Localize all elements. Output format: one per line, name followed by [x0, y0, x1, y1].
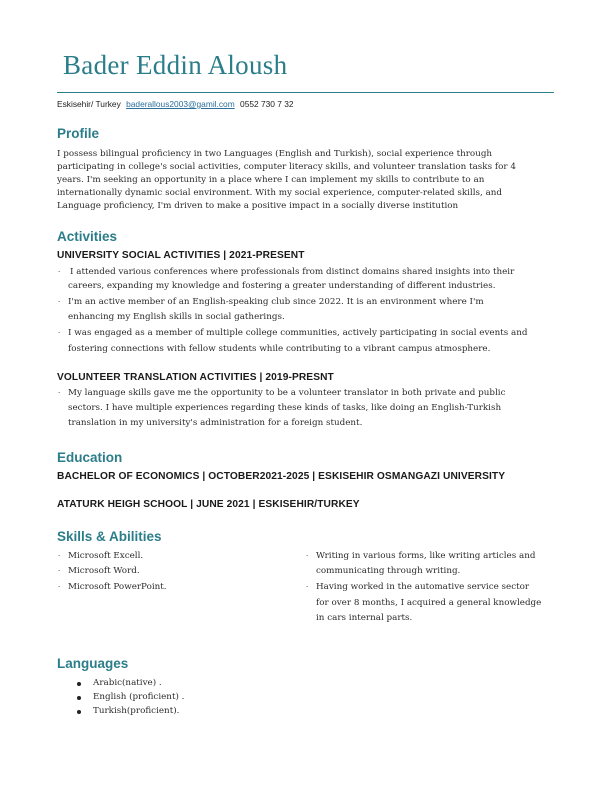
- language-item: Arabic(native) .: [93, 678, 162, 688]
- education-entry: BACHELOR OF ECONOMICS | OCTOBER2021-2025 | ESKISEHIR OSMANGAZI UNIVERSITY: [57, 471, 506, 482]
- activity-title: UNIVERSITY SOCIAL ACTIVITIES | 2021-PRESENT: [57, 250, 305, 261]
- activity-item-line: I was engaged as a member of multiple college communities, actively participating in social events and: [68, 328, 528, 338]
- header-divider: [57, 92, 554, 93]
- bullet-dot-icon: [77, 710, 81, 714]
- email-link[interactable]: baderallous2003@gamil.com: [126, 99, 235, 109]
- skill-item: Microsoft Word.: [68, 566, 140, 576]
- bullet-icon: ·: [58, 567, 61, 575]
- profile-heading: Profile: [57, 126, 100, 141]
- bullet-icon: ·: [58, 329, 61, 337]
- activity-item-line: My language skills gave me the opportunity to be a volunteer translator in both private and public: [68, 388, 506, 398]
- education-heading: Education: [57, 450, 123, 465]
- education-entry: ATATURK HEIGH SCHOOL | JUNE 2021 | ESKISEHIR/TURKEY: [57, 499, 360, 510]
- bullet-icon: ·: [306, 552, 309, 560]
- activity-item-line: careers, expanding my knowledge and fostering a greater understanding of different industries.: [68, 281, 496, 291]
- language-item: English (proficient) .: [93, 692, 185, 702]
- skill-item-line: for over 8 months, I acquired a general knowledge: [316, 598, 542, 608]
- contact-line: [57, 99, 294, 109]
- language-item: Turkish(proficient).: [93, 706, 180, 716]
- activities-heading: Activities: [57, 229, 118, 244]
- profile-line: Language proficiency, I'm driven to make a positive impact in a socially diverse institution: [57, 201, 459, 211]
- activity-title: VOLUNTEER TRANSLATION ACTIVITIES | 2019-PRESNT: [57, 372, 334, 383]
- skill-item-line: Writing in various forms, like writing articles and: [316, 551, 536, 561]
- languages-heading: Languages: [57, 656, 129, 671]
- location-text: Eskisehir/ Turkey: [57, 99, 121, 109]
- bullet-icon: ·: [58, 583, 61, 591]
- profile-line: I possess bilingual proficiency in two Languages (English and Turkish), social experience through: [57, 149, 493, 159]
- skill-item: Microsoft Excell.: [68, 551, 144, 561]
- resume-name: Bader Eddin Aloush: [63, 50, 288, 80]
- bullet-dot-icon: [77, 682, 81, 686]
- skill-item: Microsoft PowerPoint.: [68, 582, 167, 592]
- activity-item-line: translation in my university's administration for a foreign student.: [68, 418, 363, 428]
- activity-item-line: enhancing my English skills in social gatherings.: [68, 312, 285, 322]
- profile-line: years. I'm seeking an opportunity in a place where I can implement my skills to contribute to an: [57, 175, 485, 185]
- activity-item-line: sectors. I have multiple experiences regarding these kinds of tasks, like doing an English-Turkish: [68, 403, 502, 413]
- profile-line: internationally dynamic social environment. With my social experience, computer-related skills, and: [57, 188, 503, 198]
- bullet-dot-icon: [77, 696, 81, 700]
- activity-item-line: I attended various conferences where professionals from distinct domains shared insights into their: [70, 267, 515, 277]
- bullet-icon: ·: [58, 298, 61, 306]
- skill-item-line: communicating through writing.: [316, 566, 461, 576]
- phone-text: 0552 730 7 32: [240, 99, 294, 109]
- bullet-icon: ·: [58, 389, 61, 397]
- profile-line: participating in college's social activities, computer literacy skills, and volunteer translation tasks for 4: [57, 162, 516, 172]
- skill-item-line: Having worked in the automative service sector: [316, 582, 530, 592]
- bullet-icon: ·: [58, 552, 61, 560]
- skill-item-line: in cars internal parts.: [316, 613, 413, 623]
- skills-heading: Skills & Abilities: [57, 529, 162, 544]
- bullet-icon: ·: [58, 268, 61, 276]
- activity-item-line: I'm an active member of an English-speaking club since 2022. It is an environment where I'm: [68, 297, 484, 307]
- bullet-icon: ·: [306, 583, 309, 591]
- activity-item-line: fostering connections with fellow students while contributing to a vibrant campus atmosphere.: [68, 344, 491, 354]
